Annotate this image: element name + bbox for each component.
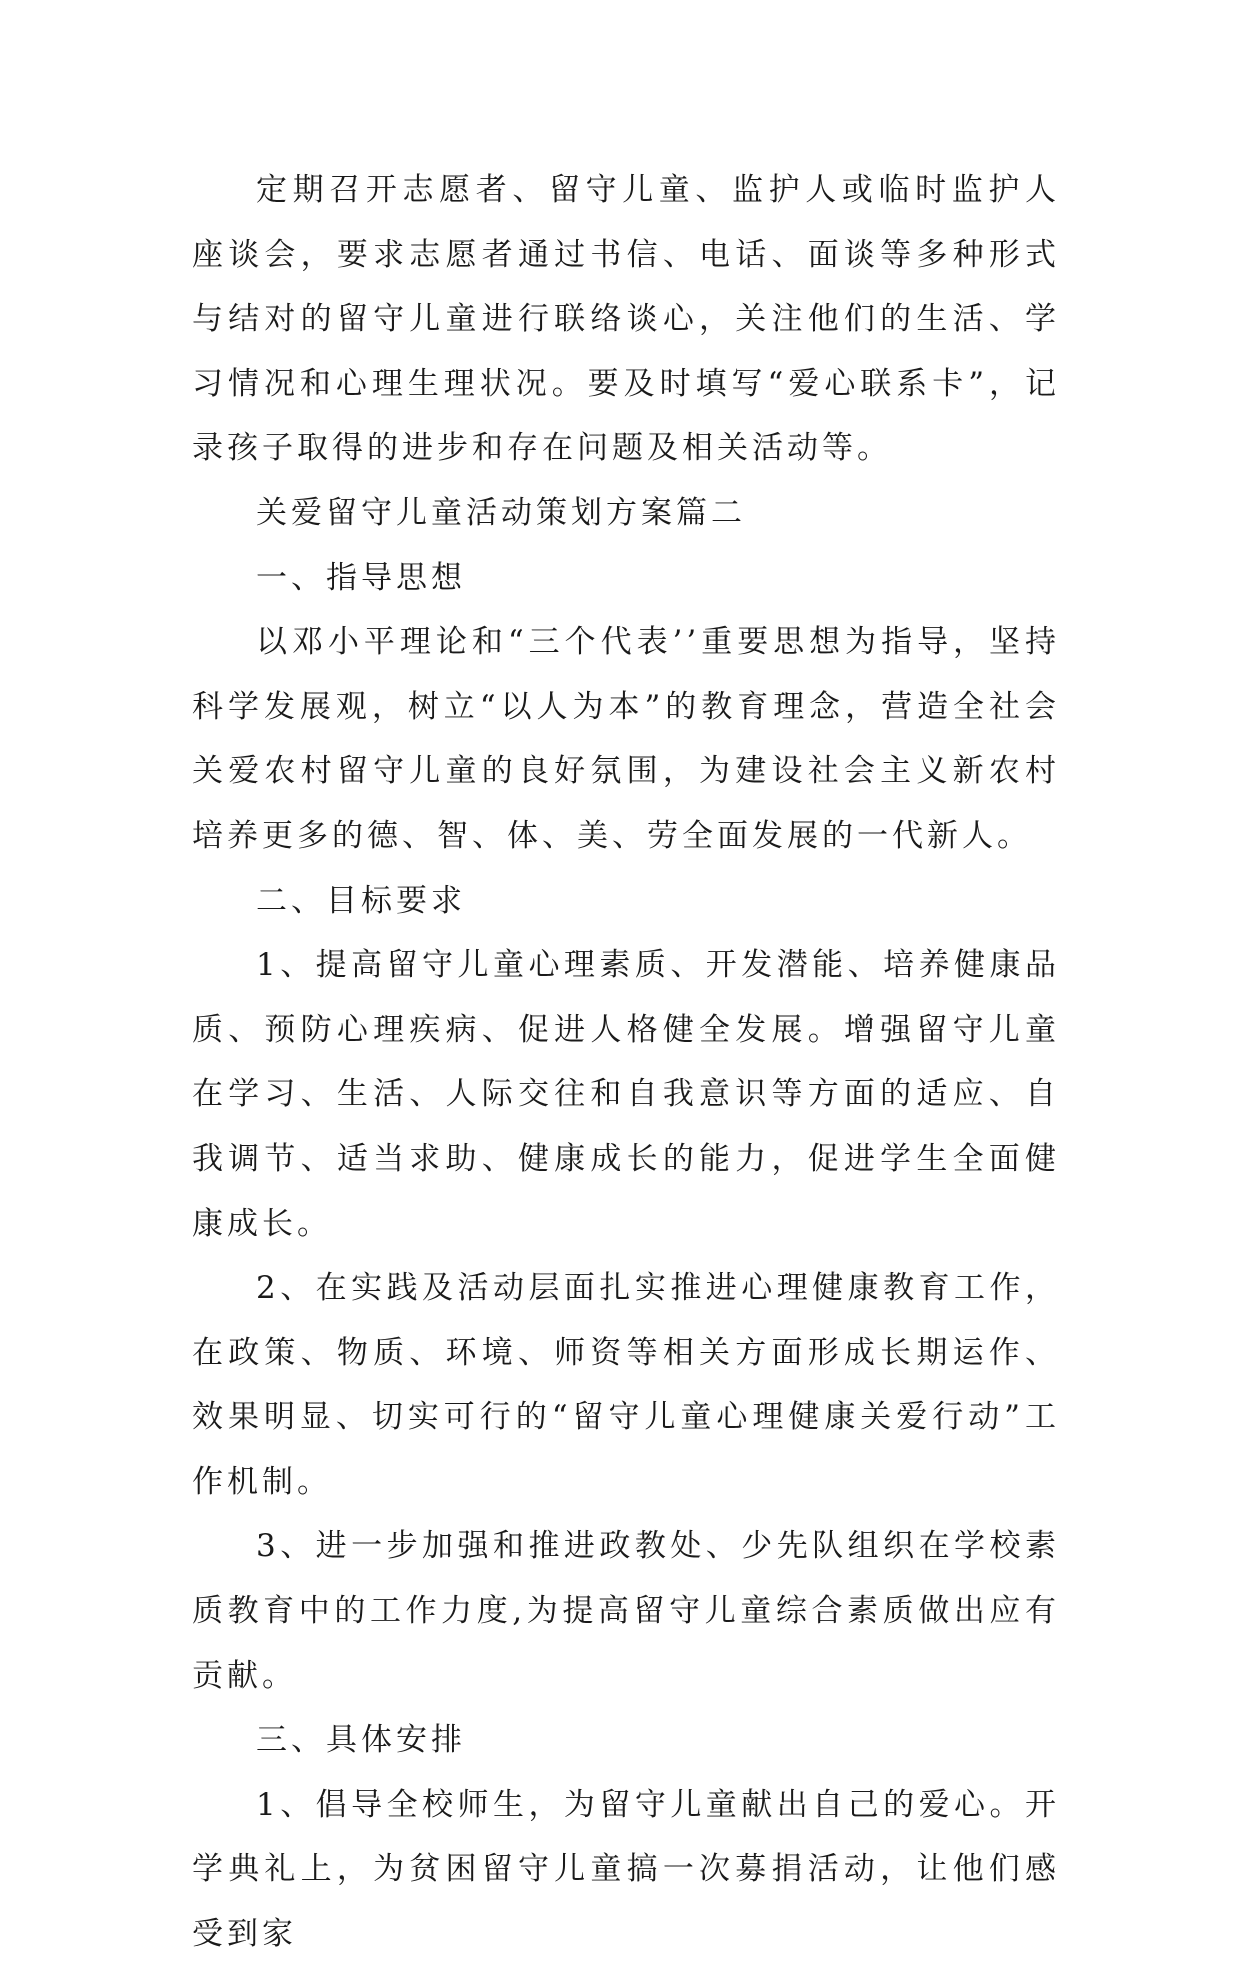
paragraph-arrangement-1: 1、倡导全校师生，为留守儿童献出自己的爱心。开学典礼上，为贫困留守儿童搞一次募捐活动，让他们感受到家	[192, 1786, 1060, 1953]
document-body	[192, 158, 1060, 1967]
paragraph-meeting: 定期召开志愿者、留守儿童、监护人或临时监护人座谈会，要求志愿者通过书信、电话、面谈等多种形式与结对的留守儿童进行联络谈心，关注他们的生活、学习情况和心理生理状况。要及时填写“爱心联系卡”，记录孩子取得的进步和存在问题及相关活动等。	[192, 172, 1060, 467]
paragraph-guiding-ideology: 以邓小平理论和“三个代表’’重要思想为指导，坚持科学发展观，树立“以人为本”的教育理念，营造全社会关爱农村留守儿童的良好氛围，为建设社会主义新农村培养更多的德、智、体、美、劳全面发展的一代新人。	[192, 624, 1060, 854]
section-title-plan-2: 关爱留守儿童活动策划方案篇二	[256, 494, 746, 531]
heading-arrangements: 三、具体安排	[256, 1722, 466, 1759]
heading-goals: 二、目标要求	[256, 882, 466, 919]
heading-guiding-ideology: 一、指导思想	[256, 559, 466, 596]
paragraph-goal-2: 2、在实践及活动层面扎实推进心理健康教育工作，在政策、物质、环境、师资等相关方面形成长期运作、效果明显、切实可行的“留守儿童心理健康关爱行动”工作机制。	[192, 1270, 1060, 1500]
paragraph-goal-1: 1、提高留守儿童心理素质、开发潜能、培养健康品质、预防心理疾病、促进人格健全发展。增强留守儿童在学习、生活、人际交往和自我意识等方面的适应、自我调节、适当求助、健康成长的能力，促进学生全面健康成长。	[192, 947, 1060, 1242]
paragraph-goal-3: 3、进一步加强和推进政教处、少先队组织在学校素质教育中的工作力度,为提高留守儿童综合素质做出应有贡献。	[192, 1528, 1060, 1694]
